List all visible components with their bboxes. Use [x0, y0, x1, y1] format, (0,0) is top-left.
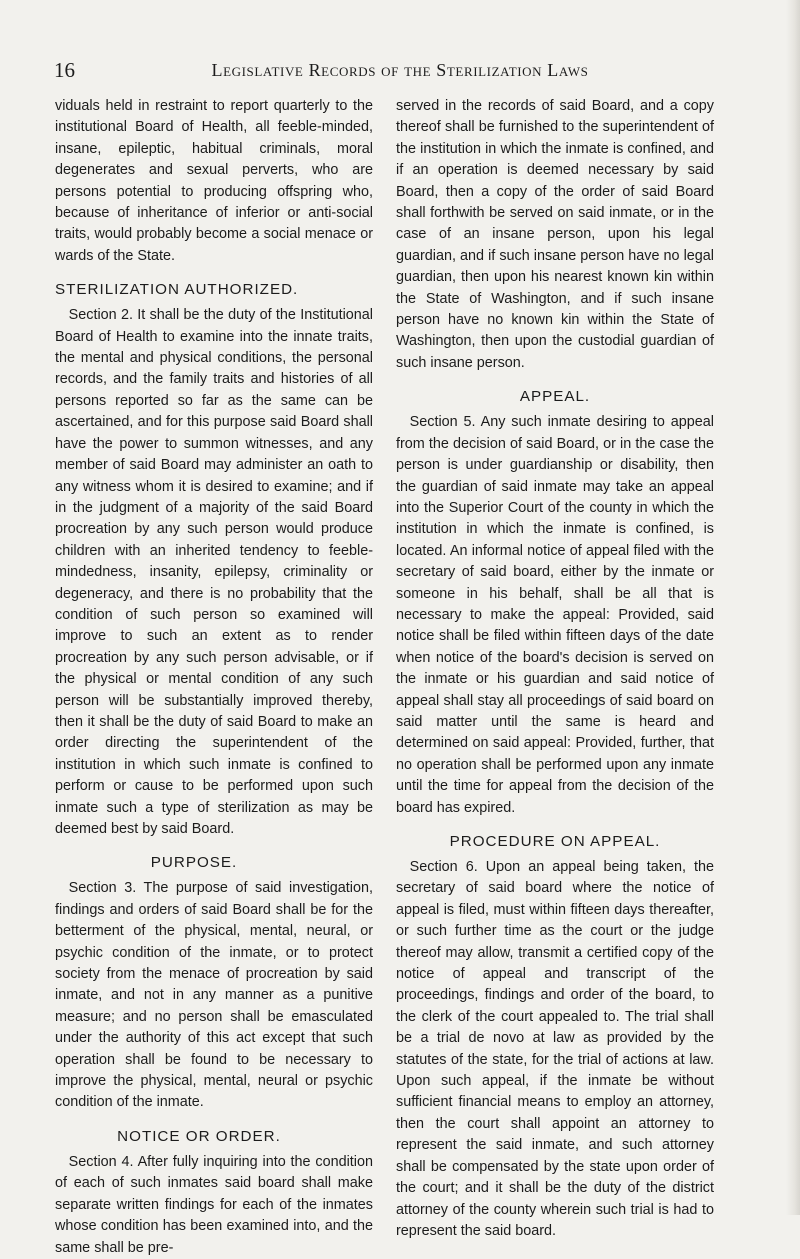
section-5: Section 5. Any such inmate desiring to appeal from the decision of said Board, or in the case the person is under guardianship or disability, then the guardian of said inmate may take an appeal into the Superior Court of the county in which the institution in which the inmate is confined, is located. An informal notice of appeal filed with the secretary of said board, either by the inmate or someone in his behalf, shall be all that is necessary to make the appeal: Provided, said notice shall be filed within fifteen days of the date when notice of the board's decision is served on the inmate or his guardian and said notice of appeal shall stay all proceedings of said board on said matter until the same is heard and determined on said appeal: Provided, further, that no operation shall be performed upon any inmate until the time for appeal from the decision of the board has expired.	[396, 414, 714, 816]
section-6: Section 6. Upon an appeal being taken, the secretary of said board where the notice of appeal is filed, must within fifteen days thereafter, or such further time as the court or the judge thereof may allow, transmit a certified copy of the notice of appeal and transcript of the proceedings, findings and order of the board, to the clerk of the court appealed to. The trial shall be a trial de novo at law as provided by the statutes of the state, for the trial of actions at law. Upon such appeal, if the inmate be without sufficient financial means to employ an attorney, then the court shall appoint an attorney to represent the said inmate, and such attorney shall be compensated by the state upon order of the court; and it shall be the duty of the district attorney of the county wherein such trial is had to represent the said board.	[396, 859, 714, 1239]
section-3: Section 3. The purpose of said investigation, findings and orders of said Board shall be for the betterment of the physical, mental, neural, or psychic condition of the inmate, or to protect society from the menace of procreation by said inmate, and not in any manner as a punitive measure; and no person shall be emasculated under the authority of this act except that such operation shall be found to be necessary to improve the physical, mental, neural or psychic condition of the inmate.	[55, 880, 373, 1111]
section-2: Section 2. It shall be the duty of the Institutional Board of Health to examine into the innate traits, the mental and physical conditions, the personal records, and the family traits and histories of all persons reported so far as the same can be ascertained, and for this purpose said Board shall have the power to summon witnesses, and any member of said Board may administer an oath to any witness whom it is desired to examine; and if in the judgment of a majority of the said Board procreation by any such person would produce children with an inherited tendency to feeble-mindedness, insanity, epilepsy, criminality or degeneracy, and there is no probability that the condition of such person so examined will improve to such an extent as to render procreation by any such person advisable, or if the physical or mental condition of any such person will be substantially improved thereby, then it shall be the duty of said Board to make an order directing the superintendent of the institution in which such inmate is confined to perform or cause to be performed upon such inmate such a type of sterilization as may be deemed best by said Board.	[55, 307, 373, 837]
section-4: Section 4. After fully inquiring into the condition of each of such inmates said board shall make separate written findings for each of the inmates whose condition has been examined into, and the same shall be pre-	[55, 1153, 373, 1256]
page-edge-shadow	[786, 0, 800, 1215]
page-header	[40, 56, 760, 86]
heading-sterilization-authorized: STERILIZATION AUTHORIZED.	[55, 281, 299, 299]
paragraph-continuation-right: served in the records of said Board, and a copy thereof shall be furnished to the superintendent of the institution in which the inmate is confined, and if an operation is deemed necessary by said Board, then a copy of the order of said Board shall forthwith be served on said inmate, or in the case of an insane person, upon his legal guardian, and if such insane person have no legal guardian, then upon his nearest known kin within the State of Washington, and if such insane person have no known kin within the State of Washington, then upon the custodial guardian of such insane person.	[396, 98, 714, 371]
heading-notice-or-order: NOTICE OR ORDER.	[117, 1127, 281, 1145]
running-title: Legislative Records of the Sterilization Laws	[211, 60, 589, 80]
heading-procedure-on-appeal: PROCEDURE ON APPEAL.	[449, 833, 661, 850]
left-column	[55, 96, 373, 1259]
right-column	[396, 96, 714, 1242]
heading-appeal: APPEAL.	[519, 388, 591, 406]
page-number: 16	[54, 58, 75, 82]
paragraph-continuation: viduals held in restraint to report quarterly to the institutional Board of Health, all feeble-minded, insane, epileptic, habitual criminals, moral degenerates and sexual perverts, who are persons potential to producing offspring who, because of inheritance of inferior or anti-social traits, would probably become a social menace or wards of the State.	[55, 98, 373, 264]
heading-purpose: PURPOSE.	[150, 854, 238, 872]
